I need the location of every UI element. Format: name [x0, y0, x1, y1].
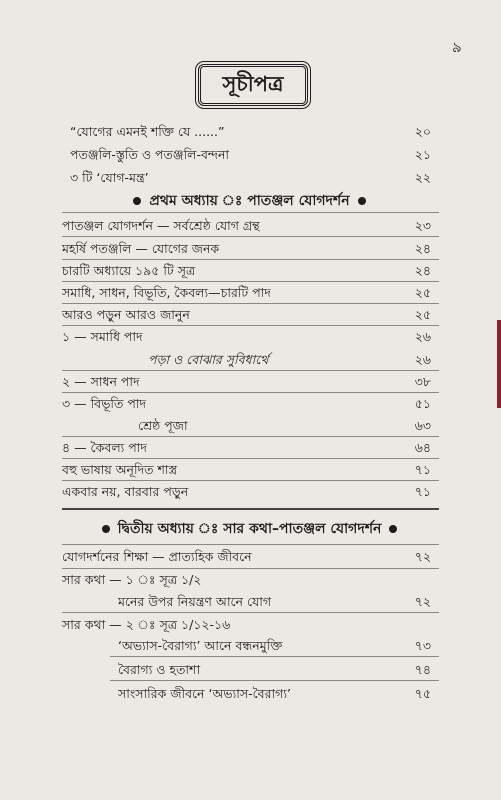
toc-entry-label: আরও পড়ুন আরও জানুন	[62, 307, 190, 322]
chapter-1-title: প্রথম অধ্যায় ঃ পাতঞ্জল যোগদর্শন	[149, 193, 350, 209]
toc-entry-page: ৭২	[414, 594, 431, 609]
divider	[62, 392, 439, 393]
toc-entry-label: বহু ভাষায় অনূদিত শাস্ত্র	[62, 462, 178, 477]
toc-entry-label: ৩ — বিভূতি পাদ	[62, 396, 147, 411]
toc-entry-label: সমাধি, সাধন, বিভূতি, কৈবল্য—চারটি পাদ	[62, 285, 271, 300]
divider	[110, 656, 439, 657]
toc-entry-label: সার কথা — ২ ঃ সূত্র ১/১২-১৬	[62, 617, 231, 632]
toc-entry-label: ৩ টি ‘যোগ-মন্ত্র’	[70, 170, 149, 185]
divider	[62, 212, 439, 213]
bullet-icon	[358, 197, 366, 205]
toc-entry-page: ২৪	[414, 241, 431, 256]
toc-entry-label: ২ — সাধন পাদ	[62, 374, 140, 389]
toc-entry-page: ৫১	[414, 396, 431, 411]
bullet-icon	[133, 197, 141, 205]
toc-entry-label: একবার নয়, বারবার পড়ুন	[62, 484, 189, 499]
chapter-2-title: দ্বিতীয় অধ্যায় ঃ সার কথা–পাতঞ্জল যোগদর্শন	[117, 521, 382, 537]
toc-subentry-label: পড়া ও বোঝার সুবিধার্থে	[148, 352, 269, 367]
toc-subentry-label: শ্রেষ্ঠ পূজা	[138, 418, 188, 433]
toc-entry-page: ৭১	[414, 484, 431, 499]
page-title: সূচীপত্র	[198, 64, 308, 106]
bullet-icon	[389, 525, 397, 533]
divider	[62, 612, 439, 613]
toc-entry-page: ৭৫	[414, 686, 431, 701]
bullet-icon	[102, 525, 110, 533]
toc-entry-page: ৭৩	[414, 638, 431, 653]
divider	[62, 325, 439, 326]
chapter-2-heading	[62, 518, 437, 540]
toc-entry-label: পতঞ্জলি-স্তুতি ও পতঞ্জলি-বন্দনা	[70, 147, 230, 162]
divider	[62, 281, 439, 282]
divider	[62, 370, 439, 371]
toc-subentry-label: সাংসারিক জীবনে ‘অভ্যাস-বৈরাগ্য’	[118, 686, 291, 701]
page-number: ৯	[452, 38, 462, 56]
divider	[110, 680, 439, 681]
toc-entry-page: ২৫	[414, 307, 431, 322]
toc-entry-label: “যোগের এমনই শক্তি যে ......”	[70, 124, 225, 139]
divider	[62, 259, 439, 260]
toc-entry-label: চারটি অধ্যায়ে ১৯৫ টি সূত্র	[62, 263, 196, 278]
toc-entry-page: ২৪	[414, 263, 431, 278]
toc-entry-page: ২৬	[414, 329, 431, 344]
divider	[62, 480, 439, 481]
toc-entry-label: যোগদর্শনের শিক্ষা — প্রাত্যহিক জীবনে	[62, 549, 252, 564]
toc-entry-label: সার কথা — ১ ঃ সূত্র ১/২	[62, 572, 202, 587]
toc-entry-label: পাতঞ্জল যোগদর্শন — সর্বশ্রেষ্ঠ যোগ গ্রন্থ	[62, 218, 260, 233]
toc-entry-label: মহর্ষি পতঞ্জলি — যোগের জনক	[62, 241, 220, 256]
toc-entry-page: ২২	[414, 170, 431, 185]
chapter-1-heading	[62, 190, 437, 212]
toc-entry-page: ২০	[414, 124, 431, 139]
toc-entry-page: ৭১	[414, 462, 431, 477]
toc-entry-label: ৪ — কৈবল্য পাদ	[62, 440, 147, 455]
toc-entry-page: ৭৪	[414, 662, 431, 677]
divider	[62, 236, 439, 237]
toc-entry-page: ৭২	[414, 549, 431, 564]
toc-entry-page: ২৫	[414, 285, 431, 300]
toc-entry-page: ৬৩	[414, 418, 431, 433]
toc-entry-page: ৩৮	[414, 374, 431, 389]
divider	[62, 303, 439, 304]
section-divider	[62, 508, 439, 510]
divider	[62, 568, 439, 569]
page-edge-mark	[497, 320, 501, 408]
toc-entry-page: ২৩	[414, 218, 431, 233]
toc-subentry-label: ‘অভ্যাস-বৈরাগ্য’ আনে বন্ধনমুক্তি	[118, 638, 283, 653]
divider	[62, 458, 439, 459]
toc-entry-page: ২৬	[414, 352, 431, 367]
toc-subentry-label: মনের উপর নিয়ন্ত্রণ আনে যোগ	[118, 594, 272, 609]
divider	[62, 436, 439, 437]
toc-entry-label: ১ — সমাধি পাদ	[62, 329, 143, 344]
toc-entry-page: ২১	[414, 147, 431, 162]
toc-subentry-label: বৈরাগ্য ও হতাশা	[118, 662, 201, 677]
divider	[62, 544, 439, 545]
toc-entry-page: ৬৪	[414, 440, 431, 455]
